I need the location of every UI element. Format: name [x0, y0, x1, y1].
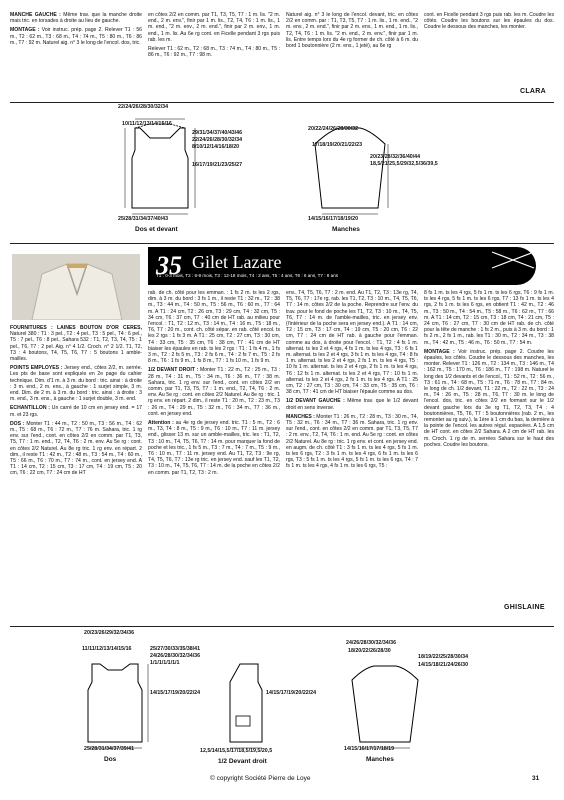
devant-caption: 1/2 Devant droit: [218, 758, 267, 765]
signature-ghislaine: GHISLAINE: [504, 604, 545, 611]
needles-icon: [490, 250, 536, 270]
devant-right-1: 14/15/17/19/20/22/24: [266, 690, 317, 696]
paragraph-text: Même trav. que la manche droite mais tric. en torsades à droite au lieu de gauche.: [10, 12, 142, 25]
body-column-4: [424, 290, 554, 600]
manches-b-caption: Manches: [366, 756, 394, 763]
manches-b-right-2: 14/15/18/21/24/26/30: [418, 662, 469, 668]
paragraph: [286, 12, 418, 49]
dos-b-right-2: 24/26/28/30/32/34/36: [150, 653, 201, 659]
manches-b-top-dim: 24/26/28/30/32/34/36: [346, 640, 397, 646]
dos-right-dim-2: 22/24/26/28/30/32/34: [192, 137, 243, 143]
demi-devant-shape: [200, 630, 330, 765]
paragraph-text: Voir instruc. prép. page 2. Relever T1 : 56 m., T2 : 62 m., T3 : 68 m., T4 : 74 m., T5 : 80 m., T6 : 86 m., T7 : 92 m. Naturel aig. n° 3 le long de l'encol. dos, tric.: [10, 27, 142, 46]
paragraph-text: Monter T1 : 44 m., T2 : 50 m., T3 : 56 m., T4 : 62 m., T5 : 68 m., T6 : 72 m., T7 : 76 m. Sahara, tric. 1 rg env. sur l'end., cont. en côtes 2/2 en comm. par T1, T3, T5, T7 : 1 m. end., T2, T4, T6 : 2 m. env. Au 5e rg : cont. en côtes 2/2 Naturel. Au 8e rg tric. 1 rg env. en répart. 2 dim., il reste T1 : 42 m., T2 : 48 m., T3 : 54 m., T4 : 60 m., T5 : 66 m., T6 : 70 m., T7 : 74 m., cont. en jersey end. A T1 : 14 cm, T2 : 15 cm, T3 : 17 cm, T4 : 19 cm, T5 : 20 cm, T6 : 22 cm, T7 : 24 cm de HT: [10, 420, 142, 477]
paragraph-heading: ECHANTILLON :: [10, 405, 50, 412]
paragraph: [286, 398, 418, 410]
dos-b-top2-dim: 11/11/12/13/14/15/16: [82, 646, 132, 652]
paragraph: [286, 290, 418, 395]
paragraph: [10, 325, 142, 362]
top-column-2: [148, 12, 280, 112]
manches-right-dim-2: 18,5/21/25,5/29/32,5/36/39,5: [370, 161, 438, 167]
copyright: © copyright Société Pierre de Loye: [210, 775, 311, 782]
paragraph-text: Voir instruc. prép. page 2. Coudre les épaules, les côtés. Coudre le dessous des manches, les monter. Relever T1 : 126 m., T2 : 134 m., T3 : 146 m., T4 : 162 m., T5 : 170 m., T6 : 186 m., T7 : 198 m. Naturel le long des 1/2 devants et de l'encol., T1 : 52 m., T2 : 56 m., T3 : 61 m., T4 : 68 m., T5 : 71 m., T6 : 78 m., T7 : 84 m. le long de ch. 1/2 devant, T1 : 22 m., T2 : 22 m., T3 : 24 m., T4 : 26 m., T5 : 28 m., T6, T7 : 30 m. le long de l'encol. dos, tric. en côtes 2/2 en formant sur le 1/2 devant gauche lors du 3e rg T1, T2, T3, T4 : 4 boutonnières, T5, T6, T7 : 5 boutonnières (rab. 2 m., les remonter au rg suiv.), la 1ère à 1 cm du bas, la dernière à la pointe de l'encol. les autres régul. espacées. A 1,5 cm de HT cont. en côtes 2/2 Sahara. A 2 cm de HT rab. les m. Croch. 1 rg de m. serrées Sahara sur le haut des poches. Coudre les boutons.: [424, 348, 554, 448]
paragraph-heading: Attention :: [148, 420, 174, 427]
body-column-3: [286, 290, 418, 623]
gilet-photo-illustration: [12, 254, 140, 320]
gilet-photo: [12, 254, 140, 320]
paragraph-heading: MONTAGE :: [10, 27, 40, 34]
dos-devant-shape: [80, 104, 280, 234]
dos-b-caption: Dos: [104, 756, 117, 763]
diagram-manches-bottom: [340, 630, 554, 765]
divider-top: [10, 102, 554, 103]
pattern-name: Gilet Lazare: [192, 252, 282, 272]
dos-right-dim-1: 29/31/34/37/40/43/46: [192, 130, 243, 136]
body-column-1: [10, 325, 142, 623]
pattern-title-bar: [148, 247, 536, 285]
dos-right-dim-4: 16/17/19/21/23/25/27: [192, 162, 243, 168]
manches-bottom-dim: 14/15/16/17/18/19/20: [308, 216, 359, 222]
top-column-1: [10, 12, 142, 112]
dos-b-bottom-dim: 25/28/31/34/37/39/41: [84, 746, 135, 752]
divider-bottom: [10, 626, 554, 627]
signature-clara: CLARA: [520, 88, 546, 95]
paragraph-text: rab. de ch. côté pour les emman. : 1 fs 2 m. ts les 2 rgs, dim. à 3 m. du bord : 3 fs 1 m., il reste T1 : 32 m., T2 : 38 m., T3 : 44 m., T4 : 50 m., T5 : 56 m., T6 : 60 m., T7 : 64 m. A T1 : 24 cm, T2 : 26 cm, T3 : 29 cm, T4 : 32 cm, T5 : 34 cm, T6 : 37 cm, T7 : 40 cm de HT rab. au milieu pour l'encol. : T1, T2 : 12 m., T3 : 14 m., T4 : 16 m., T5 : 18 m., T6, T7 : 20 m., cont. ch. côté sépar. en rab. côté encol. ts les 2 rgs : 1 fs 3 m. A T1 : 25 cm, T2 : 27 cm, T3 : 30 cm, T4 : 33 cm, T5 : 35 cm, T6 : 38 cm, T7 : 41 cm de HT biaiser les épaules en rab. ts les 2 rgs : T1 : 1 fs 4 m., 1 fs 3 m., T2 : 2 fs 5 m., T3 : 2 fs 6 m., T4 : 2 fs 7 m., T5 : 2 fs 8 m., T6 : 1 fs 9 m., 1 fs 8 m., T7 : 1 fs 10 m., 1 fs 9 m.: [148, 290, 280, 365]
pattern-sizes: T1 : 0-3 mois, T2 : 6-9 mois, T3 : 12-18 mois, T4 : 2 ans, T5 : 4 ans, T6 : 6 ans, T7 : 8 ans: [156, 273, 339, 278]
paragraph-heading: MANCHES :: [286, 413, 315, 420]
paragraph: [148, 290, 280, 364]
paragraph: [286, 414, 418, 470]
dos-right-dim-3: 8/10/12/14/16/18/20: [192, 144, 240, 150]
devant-bottom-dim: 12,5/14/15,5/17/18,5/19,5/20,5: [200, 748, 273, 754]
paragraph-text: Un carré de 10 cm en jersey end. = 17 m. et 23 rgs.: [10, 405, 142, 418]
dos-bottom-dim: 25/28/31/34/37/40/43: [118, 216, 169, 222]
paragraph-heading: DOS :: [10, 420, 25, 427]
paragraph-text: en côtes 2/2 en comm. par T1, T3, T5, T7 : 1 m. lis. "2 m. end., 2 m. env.", finir par 1 m. lis., T2, T4, T6 : 1 m. lis., 1 m. end., "2 m. env., 2 m. end.", finir par 2 m. env., 1 m. end., 1 m. lis. Au 6e rg cont. en Ficelle pendant 3 rgs puis rab. les m.: [148, 12, 280, 43]
manches-right-dim-1: 20/23/28/32/36/40/44: [370, 154, 421, 160]
top-column-4: [424, 12, 554, 72]
dos-top2-dim: 10/11/12/13/14/15/16: [122, 121, 172, 127]
paragraph: [10, 12, 142, 24]
dos-b-right-3: 1/1/1/1/1/1/1: [150, 660, 180, 666]
paragraph-text: au 4e rg de jersey end. tric. T1 : 5 m., T2 : 6 m., T3, T4 : 8 m., T5 : 9 m., T6 : 10 m., T7 : 11 m. jersey end., glisser 13 m. sur un amble-mailles, tric. les : T1, T2, T3 : 10 m., T4, T5, T6, T7 : 14 m. pour marquer la fond de poche et les tric., 1 fs 5 m., T3 : 7 m., T4 : 7 m., T5 : 9 m., T6 : 10 m., T7 : 11 m. jersey end. Au T1, T2, T3 : 9e rg, T4, T5, T6, T7 : 13e rg tric. en jersey end. sauf les T1, T2, T3 : 10 m., T4, T5, T6, T7 : 14 m. de la poche en côtes 2/2 en comm. par T1, T2, T3 : 2 m.: [148, 420, 280, 476]
paragraph: [10, 365, 142, 402]
diagram-demi-devant: [200, 630, 330, 765]
paragraph-heading: 1/2 DEVANT GAUCHE :: [286, 398, 345, 405]
paragraph: [424, 12, 554, 31]
paragraph-text: Jersey end., côtes 2/2, m. serrée. Les pts de base sont expliqués en 2e page du cahier technique. Dim. d'1 m. à 3 m. du bord : tric. ainsi : à droite : 3 m. end., 2 m. ens., à gauche : 1 surjet simple, 3 m. end. Dim. de 2 m. à 3 m. du bord : tric. ainsi : à droite : 3 m. end., 3 m. ens., à gauche : 1 surjet double, 3 m. end.: [10, 365, 142, 403]
paragraph-text: 8 fs 1 m. ts les 4 rgs, 5 fs 1 m. ts les 6 rgs, T6 : 9 fs 1 m. ts les 4 rgs, 5 fs 1 m. ts les 6 rgs, T7 : 13 fs 1 m. ts les 4 rgs, 2 fs 1 m. ts les 6 rgs, en obtient T1 : 42 m., T2 : 46 m., T3 : 50 m., T4 : 54 m., T5 : 58 m., T6 : 62 m., T7 : 66 m. A T1 : 14 cm, T2 : 15 cm, T3 : 18 cm, T4 : 21 cm, T5 : 24 cm, T6 : 27 cm, T7 : 30 cm de HT rab. de ch. côté pour la tête de manche : 1 fs 2 m., puis à 3 m. du bord : 1 fs 2 m., 2 fs 1 m., rab. les T1 : 30 m., T2 : 34 m., T3 : 38 m., T4 : 42 m., T5 : 46 m., T6 : 50 m., T7 : 54 m.: [424, 290, 554, 346]
paragraph-text: env., T4, T5, T6, T7 : 2 m. end. Au T1, T2, T3 : 13e rg, T4, T5, T6, T7 : 17e rg, rab. les T1, T2, T3 : 10 m., T4, T5, T6, T7 : 14 m. côtes 2/2 de la poche. Reprendre sur l'env. du trav. pour le fond de poche les T1, T2, T3 : 10 m., T4, T5, T6, T7 : 14 m. de l'amble-mailles, tric. en jersey env. (l'intérieur de la poche sera en jersey end.). A T1 : 14 cm, T2 : 15 cm, T3 : 17 cm, T4 : 19 cm, T5 : 20 cm, T6 : 22 cm, T7 : 24 cm de HT rab. à gauche pour l'emman. comme au dos, à droite pour l'encol. : T1, T2 : 4 fs 1 m. alternat. ts les 2 et 4 rgs, 4 fs 1 m. ts les 4 rgs, T3 : 6 fs 1 m. alternat. ts les 2 et 4 rgs, 3 fs 1 m. ts les 4 rgs, T4 : 8 fs 1 m. alternat. ts les 2 et 4 rgs, 2 fs 1 m. ts les 4 rgs, T5 : 10 fs 1 m. alternat. ts les 2 et 4 rgs, 2 fs 1 m. ts les 4 rgs, T6 : 12 fs 1 m. alternat. ts les 2 et 4 rgs, T7 : 10 fs 1 m. alternat. ts les 2 et 4 rgs, 2 fs 1 m. ts les 4 rgs. A T1 : 25 cm, T2 : 27 cm, T3 : 30 cm, T4 : 33 cm, T5 : 35 cm, T6 : 38 cm, T7 : 41 cm de HT biaiser l'épaule comme au dos.: [286, 290, 418, 396]
paragraph: [10, 27, 142, 46]
diagram-dos-devant: [80, 104, 280, 234]
manches-b-right-1: 18/19/22/25/28/30/34: [418, 654, 469, 660]
dos-b-right-4: 14/15/17/19/20/22/24: [150, 690, 201, 696]
paragraph: [148, 367, 280, 417]
dos-b-top-dim: 20/23/26/29/32/34/36: [84, 630, 135, 636]
manche-shape: [300, 104, 550, 234]
manches-b-bottom-dim: 14/15/16/17/17/18/19: [344, 746, 395, 752]
page-number: 31: [532, 775, 540, 782]
paragraph-heading: MANCHE GAUCHE :: [10, 12, 61, 18]
paragraph-heading: MONTAGE :: [424, 348, 455, 355]
paragraph: [10, 405, 142, 417]
paragraph-text: Monter T1 : 22 m., T2 : 25 m., T3 : 28 m., T4 : 31 m., T5 : 34 m., T6 : 36 m., T7 : 38 m. Sahara, tric. 1 rg env. sur l'end., cont. en côtes 2/2 en comm. par T1, T3, T5, T7 : 1 m. end., T2, T4, T6 : 2 m. env. Au 5e rg : cont. en côtes 2/2 Naturel. Au 8e rg : tric. 1 rg env. en répart. 2 dim., il reste T1 : 20 m., T2 : 23 m., T3 : 26 m., T4 : 29 m., T5 : 32 m., T6 : 34 m., T7 : 36 m., cont. en jersey end.: [148, 367, 280, 417]
paragraph-text: Relever T1 : 62 m., T2 : 68 m., T3 : 74 m., T4 : 80 m., T5 : 86 m., T6 : 92 m., T7 : 98 m.: [148, 46, 280, 59]
manches-b-top2-dim: 18/20/22/26/28/30: [348, 648, 391, 654]
paragraph: [148, 12, 280, 43]
paragraph-text: Même trav. que le 1/2 devant droit en sens inverse.: [286, 398, 418, 411]
divider-title: [10, 243, 554, 244]
diagram-manches-top: [300, 104, 550, 234]
paragraph: [148, 46, 280, 58]
manches-top-dim: 20/22/24/26/28/30/32: [308, 126, 359, 132]
paragraph-text: cont. en Ficelle pendant 3 rgs puis rab. les m. Coudre les côtés. Coudre les boutons sur les épaules du dos. Coudre le dessous des manches, les monter.: [424, 12, 554, 31]
pattern-number: 35: [156, 251, 182, 280]
dos-caption: Dos et devant: [135, 226, 178, 233]
top-column-3: [286, 12, 418, 112]
manches-top2-dim: 17/18/19/20/21/22/23: [312, 142, 363, 148]
body-column-2: [148, 290, 280, 623]
paragraph-text: Naturel aig. n° 3 le long de l'encol. devant, tric. en côtes 2/2 en comm. par : T1, T3, T5, T7 : 1 m. lis., 1 m. end., "2 m. env., 2 m. end.", finir par 2 m. env., 1 m. end., 1 m. lis., T2, T4, T6 : 1 m. lis. "2 m. end., 2 m. env.", finir par 1 m. lis. Entre temps lors du 4e rg former de ch. côté à 6 m. du bord 1 boutonnière (2 m. ens., 1 jeté), au 6e rg: [286, 12, 418, 50]
paragraph-text: Naturel 380 : T1 : 3 pel., T2 : 4 pel., T3 : 5 pel., T4 : 6 pel., T5 : 7 pel., T6 : 8 pel., Sahara 532 : T1, T2, T3, T4, T5 : 1 pel., T6, T7 : 2 pel. Aig. n° 4 1/2. Croch. n° 2 1/2. T1, T2, T3 : 4 boutons, T4, T5, T6, T7 : 5 boutons 1 amble-mailles.: [10, 331, 142, 363]
dos-b-right-1: 25/27/30/33/35/38/41: [150, 646, 201, 652]
paragraph-heading: POINTS EMPLOYES :: [10, 365, 63, 372]
paragraph-heading: 1/2 DEVANT DROIT :: [148, 367, 199, 374]
dos-top-dim: 22/24/26/28/30/32/34: [118, 104, 169, 110]
paragraph: [424, 290, 554, 346]
paragraph-text: Monter T1 : 26 m., T2 : 28 m., T3 : 30 m., T4, T5 : 32 m., T6 : 34 m., T7 : 36 m. Sahara, tric. 1 rg env. sur l'end., cont. en côtes 2/2 en comm. par T1, T3, T5, T7 : 2 m. env., T2, T4, T6 : 1 m. end. Au 5e rg : cont. en côtes 2/2 Naturel. Au 8e rg : tric. 1 rg env. et cont. en jersey end. en augm. de ch. côté T1 : 3 fs 1 m. ts les 4 rgs, 5 fs 1 m. ts les 6 rgs, T2 : 3 fs 1 m. ts les 4 rgs, 6 fs 1 m. ts les 6 rgs, T3 : 5 fs 1 m. ts les 4 rgs, 5 fs 1 m. ts les 6 rgs, T4 : 7 fs 1 m. ts les 4 rgs, 4 fs 1 m. ts les 6 rgs, T5 :: [286, 413, 418, 470]
manches-caption: Manches: [332, 226, 360, 233]
paragraph-heading: FOURNITURES : LAINES BOUTON D'OR CÉRÈS,: [10, 325, 142, 331]
paragraph: [424, 349, 554, 448]
paragraph: [148, 420, 280, 476]
paragraph: [10, 421, 142, 477]
